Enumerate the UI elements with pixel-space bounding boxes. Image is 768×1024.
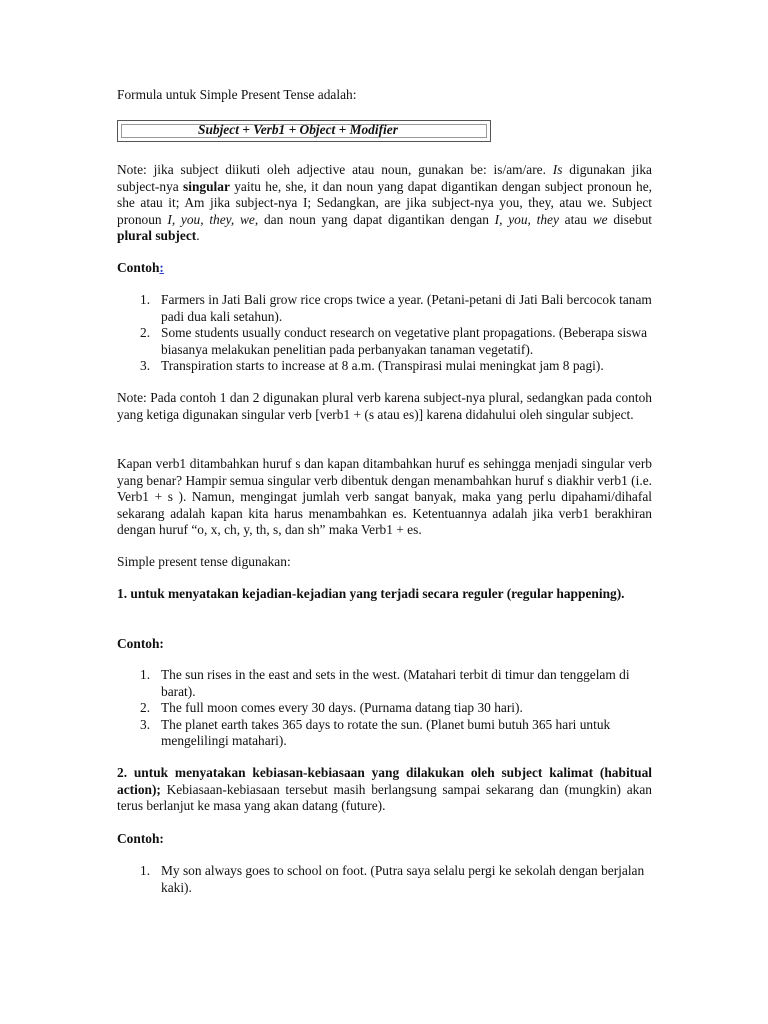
note1-plural: plural subject (117, 228, 197, 243)
kapan-paragraph: Kapan verb1 ditambahkan huruf s dan kapan ditambahkan huruf es sehingga menjadi singular verb yang benar? Hampir semua singular verb dibentuk dengan menambahkan huruf s diakhir verb1 (i.e. Verb1 + s ). Namun, mengingat jumlah verb sangat banyak, maka yang perlu dipahami/dihafal sekarang adalah kapan kita harus menambahkan es. Ketentuannya adalah jika verb1 berakhiran dengan huruf “o, x, ch, y, th, s, dan sh” maka Verb1 + es. (117, 456, 652, 537)
usage-2-heading: 2. untuk menyatakan kebiasan-kebiasaan yang dilakukan oleh subject kalimat (habitual action); (117, 765, 652, 797)
list-item (117, 358, 652, 375)
contoh-heading-2: Contoh: (117, 636, 164, 651)
intro-text: Formula untuk Simple Present Tense adalah: (117, 87, 357, 102)
list-item (117, 863, 652, 896)
list-number: 2. (140, 700, 151, 715)
example-list-3 (117, 863, 652, 896)
example-list-1 (117, 292, 652, 375)
contoh-heading-1-colon: : (159, 260, 164, 275)
note1-pron2: I, you, they (494, 211, 559, 227)
list-text: The planet earth takes 365 days to rotate the sun. (Planet bumi butuh 365 hari untuk mengelilingi matahari). (161, 716, 611, 748)
note1-singular: singular (183, 178, 230, 194)
list-number: 1. (140, 667, 151, 682)
note1-text-7: . (196, 228, 200, 243)
list-item (117, 292, 652, 325)
list-number: 3. (140, 358, 151, 373)
usage-2-text: Kebiasaan-kebiasaan tersebut masih berlangsung sampai sekarang dan (mungkin) akan terus berlanjut ke masa yang akan datang (future). (117, 781, 652, 813)
list-text: Transpiration starts to increase at 8 a.m. (Transpirasi mulai meningkat jam 8 pagi). (161, 358, 604, 373)
list-text: The sun rises in the east and sets in the west. (Matahari terbit di timur dan tenggelam di barat). (161, 667, 630, 699)
note1-we: we (592, 211, 608, 227)
list-item (117, 667, 652, 700)
example-list-2 (117, 667, 652, 750)
usage-2-paragraph (117, 765, 652, 815)
list-number: 1. (140, 292, 151, 307)
list-text: Farmers in Jati Bali grow rice crops twice a year. (Petani-petani di Jati Bali bercocok tanam padi dua kali setahun). (161, 292, 652, 324)
formula-text: Subject + Verb1 + Object + Modifier (198, 122, 398, 137)
list-item (117, 717, 652, 750)
list-item (117, 325, 652, 358)
note1-is: Is (552, 162, 563, 177)
list-text: Some students usually conduct research on vegetative plant propagations. (Beberapa siswa biasanya melakukan penelitian pada perbanyakan tanaman vegetatif). (161, 325, 648, 357)
list-number: 1. (140, 863, 151, 878)
note1-text-4: , dan noun yang dapat digantikan dengan (254, 211, 495, 227)
list-number: 3. (140, 716, 151, 732)
usage-intro: Simple present tense digunakan: (117, 554, 291, 569)
formula-box (117, 120, 491, 142)
list-text: My son always goes to school on foot. (Putra saya selalu pergi ke sekolah dengan berjalan kaki). (161, 863, 645, 895)
note-be-paragraph (117, 162, 652, 245)
note1-text-2: digunakan jika subject-nya (117, 162, 652, 194)
list-text: The full moon comes every 30 days. (Purnama datang tiap 30 hari). (161, 700, 523, 715)
note1-text-1: Note: jika subject diikuti oleh adjective atau noun, gunakan be: is/am/are. (117, 162, 553, 177)
note1-text-6: disebut (607, 211, 653, 227)
note1-pron1: I, you, they, we (167, 211, 255, 227)
list-number: 2. (140, 325, 151, 340)
note1-text-5: atau (558, 211, 593, 227)
list-item (117, 700, 652, 717)
contoh-heading-1-text: Contoh (117, 260, 160, 275)
contoh-heading-1 (117, 260, 652, 277)
usage-1-heading: 1. untuk menyatakan kejadian-kejadian yang terjadi secara reguler (regular happening). (117, 586, 625, 601)
note-plural-paragraph: Note: Pada contoh 1 dan 2 digunakan plural verb karena subject-nya plural, sedangkan pada contoh yang ketiga digunakan singular verb [verb1 + (s atau es)] karena didahului oleh singular subject. (117, 390, 652, 422)
note1-text-3: yaitu he, she, it dan noun yang dapat digantikan dengan subject pronoun he, she atau it; Am jika subject-nya I; Sedangkan, are jika subject-nya you, they, atau we. Subject pronoun (117, 178, 652, 227)
contoh-heading-3: Contoh: (117, 831, 164, 846)
